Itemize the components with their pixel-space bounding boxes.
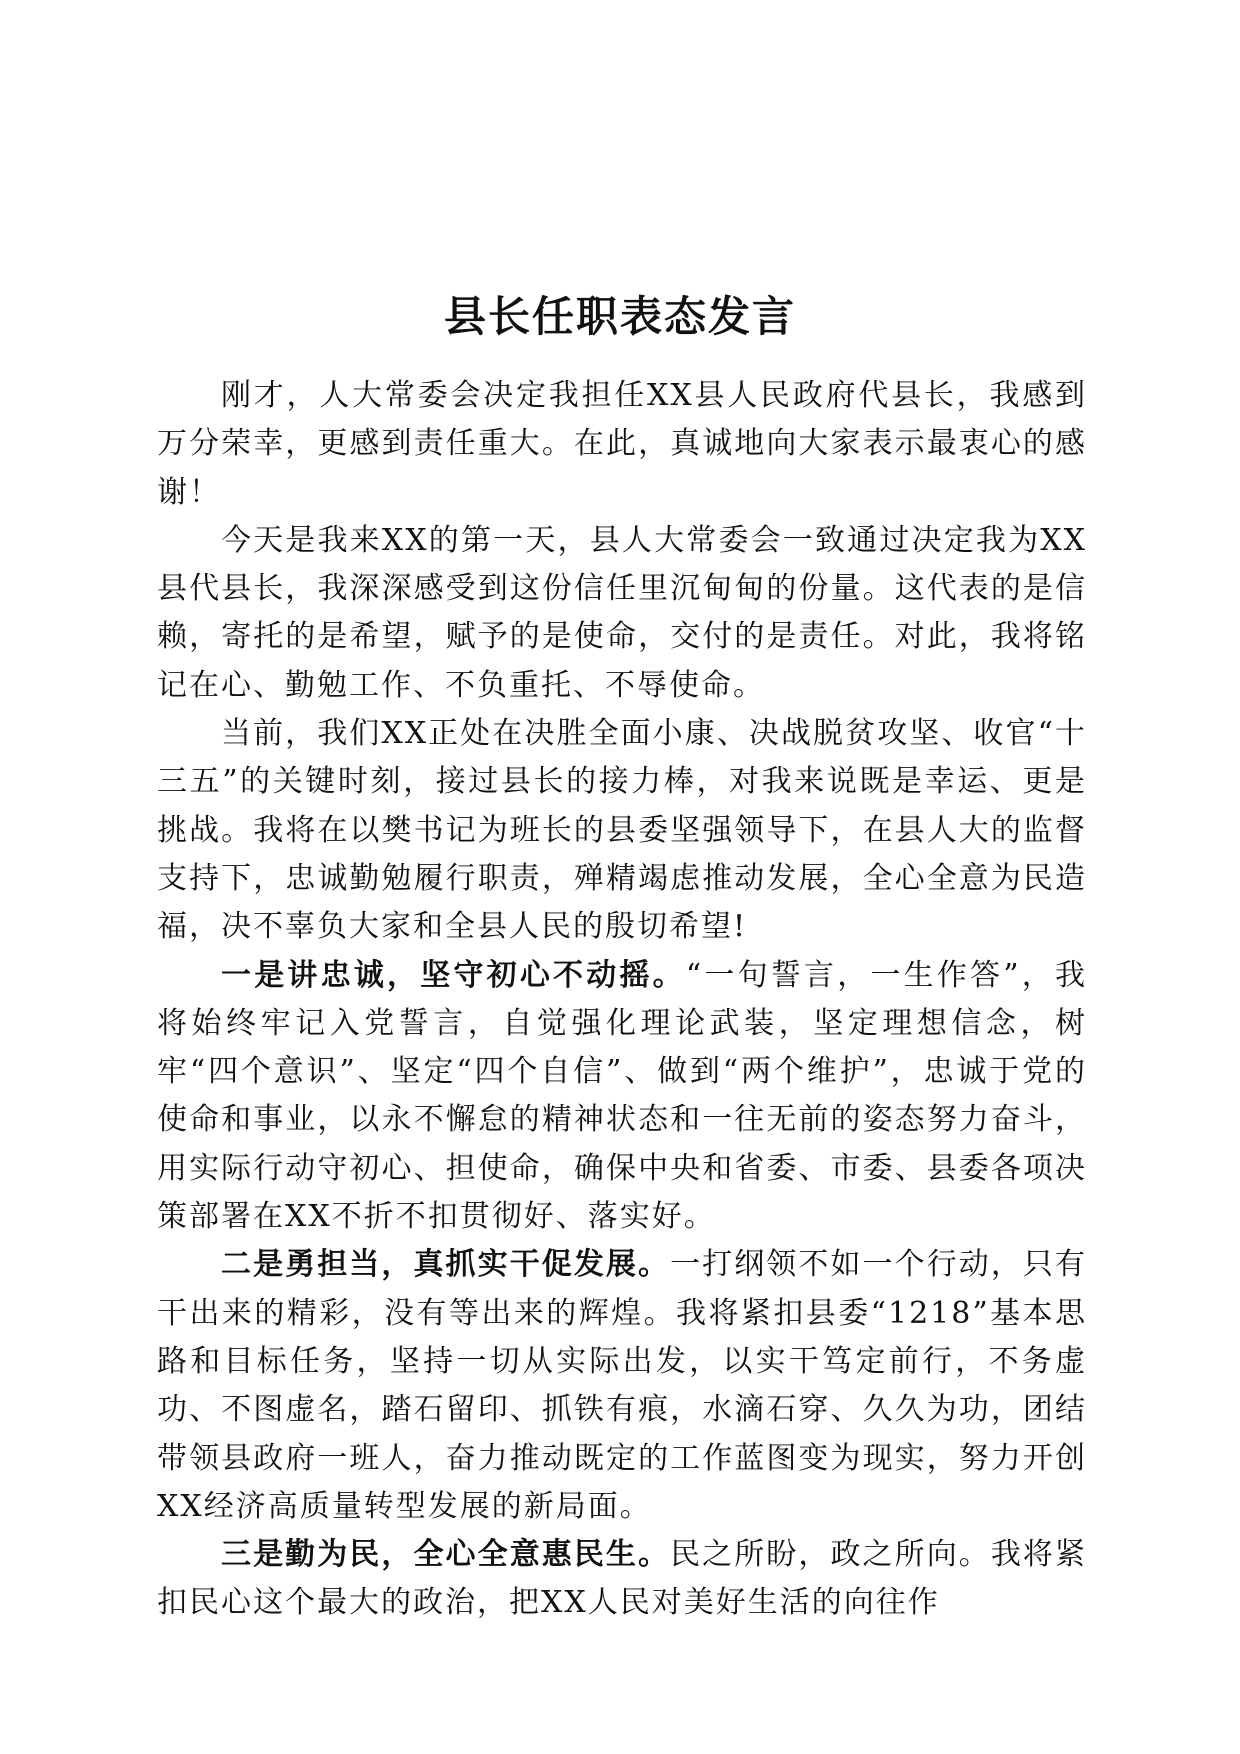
paragraph-2 xyxy=(157,517,1087,710)
document-body xyxy=(157,372,1087,1628)
paragraph-text: “一句誓言，一生作答”，我将始终牢记入党誓言，自觉强化理论武装，坚定理想信念，树牢“四个意识”、坚定“四个自信”、做到“两个维护”，忠诚于党的使命和事业，以永不懈怠的精神状态和一往无前的姿态努力奋斗，用实际行动守初心、担使命，确保中央和省委、市委、县委各项决策部署在XX不折不扣贯彻好、落实好。 xyxy=(157,957,1088,1235)
paragraph-5 xyxy=(157,1241,1087,1531)
paragraph-text: 今天是我来XX的第一天，县人大常委会一致通过决定我为XX县代县长，我深深感受到这份信任里沉甸甸的份量。这代表的是信赖，寄托的是希望，赋予的是使命，交付的是责任。对此，我将铭记在心、勤勉工作、不负重托、不辱使命。 xyxy=(157,522,1087,703)
paragraph-lead: 三是勤为民，全心全意惠民生。 xyxy=(221,1537,671,1573)
document-title: 县长任职表态发言 xyxy=(443,292,796,342)
paragraph-4 xyxy=(157,952,1087,1242)
paragraph-text: 民之所盼，政之所向。我将紧扣民心这个最大的政治，把XX人民对美好生活的向往作 xyxy=(157,1537,1088,1621)
paragraph-6 xyxy=(157,1531,1087,1628)
paragraph-lead: 一是讲忠诚，坚守初心不动摇。 xyxy=(221,957,686,993)
paragraph-1 xyxy=(157,372,1087,517)
paragraph-3 xyxy=(157,710,1087,951)
paragraph-lead: 二是勇担当，真抓实干促发展。 xyxy=(221,1247,671,1283)
paragraph-text: 当前，我们XX正处在决胜全面小康、决战脱贫攻坚、收官“十三五”的关键时刻，接过县长的接力棒，对我来说既是幸运、更是挑战。我将在以樊书记为班长的县委坚强领导下，在县人大的监督支持下，忠诚勤勉履行职责，殚精竭虑推动发展，全心全意为民造福，决不辜负大家和全县人民的殷切希望! xyxy=(157,716,1087,945)
paragraph-text: 刚才，人大常委会决定我担任XX县人民政府代县长，我感到万分荣幸，更感到责任重大。在此，真诚地向大家表示最衷心的感谢！ xyxy=(157,378,1087,510)
paragraph-text: 一打纲领不如一个行动，只有干出来的精彩，没有等出来的辉煌。我将紧扣县委“1218”基本思路和目标任务，坚持一切从实际出发，以实干笃定前行，不务虚功、不图虚名，踏石留印、抓铁有痕，水滴石穿、久久为功，团结带领县政府一班人，奋力推动既定的工作蓝图变为现实，努力开创XX经济高质量转型发展的新局面。 xyxy=(157,1247,1088,1524)
